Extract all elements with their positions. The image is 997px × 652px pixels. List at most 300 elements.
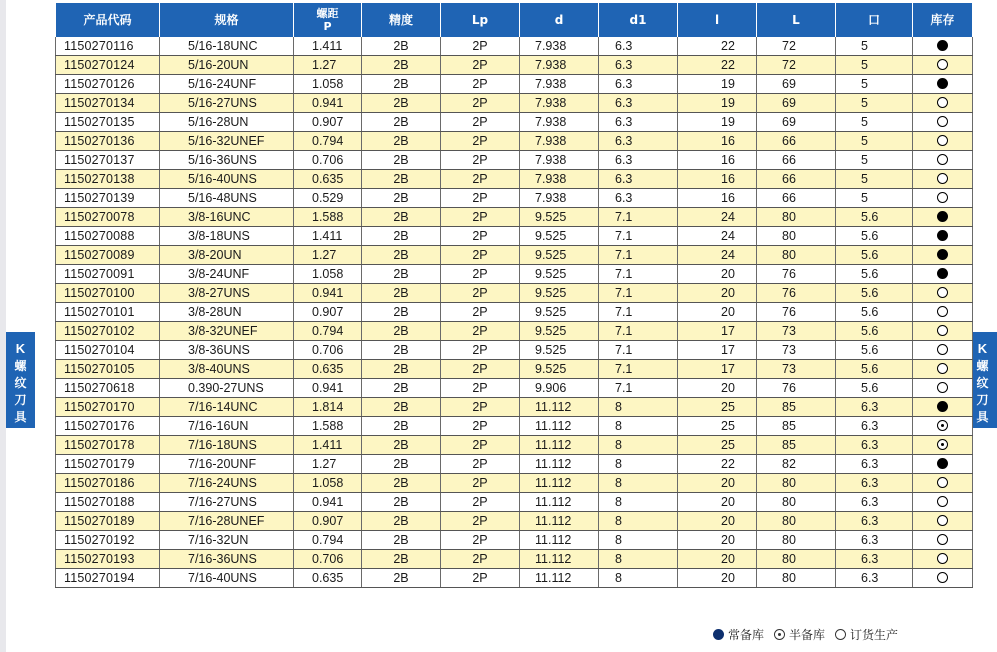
table-row: [56, 303, 973, 322]
cell-square: 5: [836, 132, 913, 151]
cell-lp: 2P: [441, 94, 520, 113]
cell-spec: 5/16-27UNS: [160, 94, 294, 113]
cell-code: 1150270102: [56, 322, 160, 341]
cell-spec: 5/16-40UNS: [160, 170, 294, 189]
cell-square: 6.3: [836, 436, 913, 455]
cell-lp: 2P: [441, 265, 520, 284]
cell-l-small: 20: [678, 303, 757, 322]
cell-stock: [913, 417, 973, 436]
col-header-square: 口: [836, 3, 913, 37]
cell-pitch: 1.058: [294, 474, 362, 493]
cell-l-total: 73: [757, 341, 836, 360]
cell-d: 11.112: [520, 531, 599, 550]
table-body: [56, 37, 973, 588]
cell-d1: 8: [599, 569, 678, 588]
dotted-circle-icon: [937, 420, 948, 431]
cell-stock: [913, 208, 973, 227]
cell-code: 1150270089: [56, 246, 160, 265]
cell-code: 1150270186: [56, 474, 160, 493]
table-row: [56, 341, 973, 360]
cell-l-total: 80: [757, 550, 836, 569]
cell-code: 1150270134: [56, 94, 160, 113]
cell-d1: 7.1: [599, 360, 678, 379]
cell-code: 1150270194: [56, 569, 160, 588]
cell-l-total: 66: [757, 189, 836, 208]
open-circle-icon: [937, 363, 948, 374]
cell-d1: 8: [599, 436, 678, 455]
open-circle-icon: [937, 496, 948, 507]
cell-d: 7.938: [520, 75, 599, 94]
cell-d: 7.938: [520, 56, 599, 75]
cell-precision: 2B: [362, 151, 441, 170]
cell-l-small: 16: [678, 132, 757, 151]
side-tab-char: 纹: [976, 376, 989, 390]
cell-precision: 2B: [362, 303, 441, 322]
cell-spec: 7/16-32UN: [160, 531, 294, 550]
cell-l-small: 16: [678, 151, 757, 170]
table-row: [56, 75, 973, 94]
open-circle-icon: [937, 534, 948, 545]
cell-l-small: 19: [678, 94, 757, 113]
cell-l-total: 82: [757, 455, 836, 474]
cell-lp: 2P: [441, 341, 520, 360]
cell-code: 1150270105: [56, 360, 160, 379]
cell-l-total: 80: [757, 531, 836, 550]
filled-circle-icon: [713, 629, 724, 640]
side-tab-char: 螺: [14, 359, 27, 373]
cell-stock: [913, 227, 973, 246]
cell-precision: 2B: [362, 455, 441, 474]
cell-square: 5.6: [836, 360, 913, 379]
cell-precision: 2B: [362, 531, 441, 550]
cell-code: 1150270170: [56, 398, 160, 417]
cell-spec: 7/16-28UNEF: [160, 512, 294, 531]
cell-l-total: 76: [757, 303, 836, 322]
cell-precision: 2B: [362, 474, 441, 493]
cell-code: 1150270135: [56, 113, 160, 132]
cell-stock: [913, 37, 973, 56]
cell-d1: 6.3: [599, 170, 678, 189]
filled-circle-icon: [937, 211, 948, 222]
cell-precision: 2B: [362, 493, 441, 512]
cell-pitch: 0.529: [294, 189, 362, 208]
cell-stock: [913, 189, 973, 208]
cell-pitch: 0.635: [294, 360, 362, 379]
cell-stock: [913, 246, 973, 265]
cell-d1: 6.3: [599, 151, 678, 170]
cell-d: 11.112: [520, 474, 599, 493]
cell-lp: 2P: [441, 189, 520, 208]
cell-spec: 7/16-27UNS: [160, 493, 294, 512]
cell-d: 9.525: [520, 208, 599, 227]
open-circle-icon: [937, 287, 948, 298]
cell-code: 1150270193: [56, 550, 160, 569]
col-header-d: d: [520, 3, 599, 37]
cell-l-total: 80: [757, 227, 836, 246]
cell-d: 9.525: [520, 246, 599, 265]
cell-pitch: 1.058: [294, 265, 362, 284]
cell-lp: 2P: [441, 227, 520, 246]
cell-lp: 2P: [441, 132, 520, 151]
cell-precision: 2B: [362, 189, 441, 208]
cell-d1: 6.3: [599, 94, 678, 113]
cell-d: 11.112: [520, 493, 599, 512]
side-tab-char: 刀: [14, 393, 27, 407]
cell-code: 1150270126: [56, 75, 160, 94]
cell-pitch: 0.635: [294, 569, 362, 588]
cell-precision: 2B: [362, 322, 441, 341]
cell-spec: 3/8-36UNS: [160, 341, 294, 360]
cell-l-small: 16: [678, 170, 757, 189]
cell-stock: [913, 493, 973, 512]
cell-pitch: 0.907: [294, 512, 362, 531]
cell-spec: 3/8-18UNS: [160, 227, 294, 246]
cell-l-total: 73: [757, 322, 836, 341]
cell-pitch: 0.794: [294, 132, 362, 151]
cell-spec: 5/16-24UNF: [160, 75, 294, 94]
cell-l-total: 76: [757, 265, 836, 284]
cell-lp: 2P: [441, 303, 520, 322]
open-circle-icon: [937, 59, 948, 70]
open-circle-icon: [937, 515, 948, 526]
cell-spec: 3/8-20UN: [160, 246, 294, 265]
cell-lp: 2P: [441, 208, 520, 227]
cell-pitch: 0.794: [294, 322, 362, 341]
cell-code: 1150270618: [56, 379, 160, 398]
cell-square: 6.3: [836, 550, 913, 569]
cell-code: 1150270101: [56, 303, 160, 322]
cell-d: 7.938: [520, 170, 599, 189]
cell-square: 5.6: [836, 265, 913, 284]
cell-d1: 6.3: [599, 132, 678, 151]
cell-spec: 5/16-18UNC: [160, 37, 294, 56]
cell-stock: [913, 379, 973, 398]
cell-stock: [913, 94, 973, 113]
page-edge-stripe: [0, 0, 6, 652]
cell-l-total: 69: [757, 75, 836, 94]
col-header-d1: d1: [599, 3, 678, 37]
cell-spec: 3/8-27UNS: [160, 284, 294, 303]
cell-spec: 7/16-14UNC: [160, 398, 294, 417]
table-row: [56, 474, 973, 493]
cell-l-total: 72: [757, 56, 836, 75]
cell-stock: [913, 341, 973, 360]
spec-table: [55, 3, 973, 588]
cell-lp: 2P: [441, 284, 520, 303]
cell-l-small: 17: [678, 322, 757, 341]
cell-precision: 2B: [362, 94, 441, 113]
col-header-pitch: [294, 3, 362, 37]
cell-d: 9.525: [520, 227, 599, 246]
cell-square: 5.6: [836, 379, 913, 398]
cell-square: 5: [836, 151, 913, 170]
cell-d1: 8: [599, 550, 678, 569]
cell-l-small: 20: [678, 284, 757, 303]
side-tab-letter: K: [977, 341, 988, 356]
table-row: [56, 569, 973, 588]
cell-pitch: 1.411: [294, 37, 362, 56]
cell-square: 5.6: [836, 303, 913, 322]
cell-spec: 5/16-48UNS: [160, 189, 294, 208]
cell-stock: [913, 284, 973, 303]
cell-spec: 5/16-28UN: [160, 113, 294, 132]
cell-spec: 0.390-27UNS: [160, 379, 294, 398]
side-tab-char: 纹: [14, 376, 27, 390]
cell-d1: 7.1: [599, 303, 678, 322]
cell-stock: [913, 170, 973, 189]
table-row: [56, 151, 973, 170]
cell-spec: 3/8-24UNF: [160, 265, 294, 284]
cell-precision: 2B: [362, 246, 441, 265]
cell-d1: 8: [599, 531, 678, 550]
cell-d1: 6.3: [599, 37, 678, 56]
cell-code: 1150270188: [56, 493, 160, 512]
side-tab-char: 刀: [976, 393, 989, 407]
cell-spec: 7/16-40UNS: [160, 569, 294, 588]
cell-pitch: 1.27: [294, 455, 362, 474]
cell-code: 1150270088: [56, 227, 160, 246]
col-header-l-total: L: [757, 3, 836, 37]
cell-d1: 6.3: [599, 189, 678, 208]
cell-l-small: 24: [678, 246, 757, 265]
cell-precision: 2B: [362, 132, 441, 151]
cell-l-small: 20: [678, 265, 757, 284]
cell-precision: 2B: [362, 227, 441, 246]
cell-lp: 2P: [441, 151, 520, 170]
open-circle-icon: [937, 192, 948, 203]
cell-precision: 2B: [362, 265, 441, 284]
col-header-pitch-line2: P: [323, 20, 332, 33]
open-circle-icon: [937, 344, 948, 355]
cell-spec: 3/8-40UNS: [160, 360, 294, 379]
open-circle-icon: [937, 553, 948, 564]
cell-d1: 6.3: [599, 75, 678, 94]
cell-d1: 8: [599, 474, 678, 493]
cell-lp: 2P: [441, 170, 520, 189]
cell-code: 1150270137: [56, 151, 160, 170]
open-circle-icon: [835, 629, 846, 640]
cell-spec: 3/8-16UNC: [160, 208, 294, 227]
cell-square: 6.3: [836, 512, 913, 531]
side-tab-char: 具: [14, 410, 27, 424]
cell-pitch: 0.706: [294, 151, 362, 170]
cell-precision: 2B: [362, 284, 441, 303]
cell-code: 1150270091: [56, 265, 160, 284]
cell-d: 9.525: [520, 265, 599, 284]
cell-d1: 6.3: [599, 113, 678, 132]
cell-precision: 2B: [362, 360, 441, 379]
cell-spec: 3/8-32UNEF: [160, 322, 294, 341]
cell-d: 11.112: [520, 398, 599, 417]
table-row: [56, 398, 973, 417]
table-row: [56, 379, 973, 398]
cell-l-small: 25: [678, 417, 757, 436]
col-header-l-small: l: [678, 3, 757, 37]
cell-precision: 2B: [362, 37, 441, 56]
cell-l-small: 17: [678, 341, 757, 360]
table-row: [56, 455, 973, 474]
legend-order-label: 订货生产: [850, 628, 899, 642]
cell-spec: 5/16-32UNEF: [160, 132, 294, 151]
filled-circle-icon: [937, 40, 948, 51]
cell-lp: 2P: [441, 322, 520, 341]
cell-l-total: 85: [757, 417, 836, 436]
cell-stock: [913, 56, 973, 75]
legend-half-label: 半备库: [789, 628, 826, 642]
table-row: [56, 132, 973, 151]
open-circle-icon: [937, 382, 948, 393]
cell-pitch: 0.941: [294, 284, 362, 303]
table-row: [56, 56, 973, 75]
cell-d: 9.525: [520, 284, 599, 303]
cell-code: 1150270192: [56, 531, 160, 550]
cell-stock: [913, 512, 973, 531]
cell-d1: 7.1: [599, 379, 678, 398]
table-row: [56, 265, 973, 284]
cell-d: 11.112: [520, 569, 599, 588]
table-row: [56, 227, 973, 246]
open-circle-icon: [937, 116, 948, 127]
table-row: [56, 322, 973, 341]
cell-pitch: 1.588: [294, 208, 362, 227]
open-circle-icon: [937, 477, 948, 488]
cell-precision: 2B: [362, 379, 441, 398]
col-header-precision: 精度: [362, 3, 441, 37]
cell-precision: 2B: [362, 436, 441, 455]
cell-square: 5: [836, 37, 913, 56]
cell-d: 11.112: [520, 436, 599, 455]
table-row: [56, 512, 973, 531]
side-tab-left: [6, 332, 35, 428]
cell-square: 5.6: [836, 341, 913, 360]
cell-d1: 7.1: [599, 208, 678, 227]
cell-code: 1150270176: [56, 417, 160, 436]
cell-square: 6.3: [836, 417, 913, 436]
cell-d: 7.938: [520, 189, 599, 208]
cell-lp: 2P: [441, 417, 520, 436]
cell-lp: 2P: [441, 493, 520, 512]
cell-code: 1150270189: [56, 512, 160, 531]
cell-pitch: 1.058: [294, 75, 362, 94]
cell-l-total: 85: [757, 398, 836, 417]
table-row: [56, 284, 973, 303]
cell-d1: 7.1: [599, 246, 678, 265]
col-header-stock: 库存: [913, 3, 973, 37]
cell-square: 5.6: [836, 284, 913, 303]
cell-spec: 5/16-36UNS: [160, 151, 294, 170]
table-row: [56, 531, 973, 550]
cell-lp: 2P: [441, 75, 520, 94]
cell-spec: 7/16-36UNS: [160, 550, 294, 569]
side-tab-letter: K: [15, 341, 26, 356]
table-row: [56, 246, 973, 265]
col-header-pitch-line1: 螺距: [316, 7, 339, 20]
cell-lp: 2P: [441, 379, 520, 398]
table-header-row: [56, 3, 973, 37]
cell-l-total: 66: [757, 170, 836, 189]
cell-d: 9.525: [520, 322, 599, 341]
cell-stock: [913, 113, 973, 132]
cell-lp: 2P: [441, 398, 520, 417]
cell-stock: [913, 569, 973, 588]
cell-d: 9.525: [520, 360, 599, 379]
cell-l-small: 22: [678, 37, 757, 56]
cell-l-total: 80: [757, 569, 836, 588]
cell-l-small: 19: [678, 113, 757, 132]
side-tab-char: 具: [976, 410, 989, 424]
table-row: [56, 360, 973, 379]
cell-pitch: 1.27: [294, 246, 362, 265]
cell-d1: 8: [599, 493, 678, 512]
cell-stock: [913, 398, 973, 417]
cell-d: 7.938: [520, 151, 599, 170]
cell-square: 5: [836, 75, 913, 94]
cell-d1: 7.1: [599, 341, 678, 360]
cell-square: 6.3: [836, 455, 913, 474]
cell-code: 1150270104: [56, 341, 160, 360]
cell-l-small: 20: [678, 512, 757, 531]
cell-square: 6.3: [836, 569, 913, 588]
cell-square: 5: [836, 94, 913, 113]
cell-code: 1150270078: [56, 208, 160, 227]
cell-pitch: 1.411: [294, 436, 362, 455]
filled-circle-icon: [937, 458, 948, 469]
cell-d1: 8: [599, 398, 678, 417]
cell-l-total: 69: [757, 94, 836, 113]
cell-d1: 7.1: [599, 322, 678, 341]
cell-l-small: 22: [678, 455, 757, 474]
cell-stock: [913, 75, 973, 94]
cell-lp: 2P: [441, 512, 520, 531]
cell-l-small: 20: [678, 379, 757, 398]
cell-d1: 8: [599, 512, 678, 531]
cell-pitch: 0.941: [294, 379, 362, 398]
open-circle-icon: [937, 97, 948, 108]
dotted-circle-icon: [937, 439, 948, 450]
cell-l-total: 73: [757, 360, 836, 379]
cell-l-total: 76: [757, 284, 836, 303]
cell-pitch: 0.941: [294, 493, 362, 512]
cell-lp: 2P: [441, 569, 520, 588]
cell-l-total: 80: [757, 512, 836, 531]
cell-square: 5: [836, 170, 913, 189]
cell-pitch: 1.814: [294, 398, 362, 417]
open-circle-icon: [937, 173, 948, 184]
cell-stock: [913, 436, 973, 455]
cell-l-total: 80: [757, 246, 836, 265]
cell-code: 1150270124: [56, 56, 160, 75]
cell-square: 5: [836, 56, 913, 75]
table-row: [56, 493, 973, 512]
table-row: [56, 550, 973, 569]
cell-stock: [913, 322, 973, 341]
cell-square: 5.6: [836, 246, 913, 265]
cell-spec: 7/16-16UN: [160, 417, 294, 436]
cell-precision: 2B: [362, 170, 441, 189]
cell-square: 5: [836, 113, 913, 132]
dotted-circle-icon: [774, 629, 785, 640]
cell-lp: 2P: [441, 455, 520, 474]
cell-l-small: 19: [678, 75, 757, 94]
cell-l-small: 16: [678, 189, 757, 208]
cell-pitch: 0.706: [294, 341, 362, 360]
cell-stock: [913, 455, 973, 474]
cell-pitch: 0.794: [294, 531, 362, 550]
cell-code: 1150270178: [56, 436, 160, 455]
cell-l-total: 66: [757, 132, 836, 151]
cell-pitch: 1.27: [294, 56, 362, 75]
cell-stock: [913, 265, 973, 284]
